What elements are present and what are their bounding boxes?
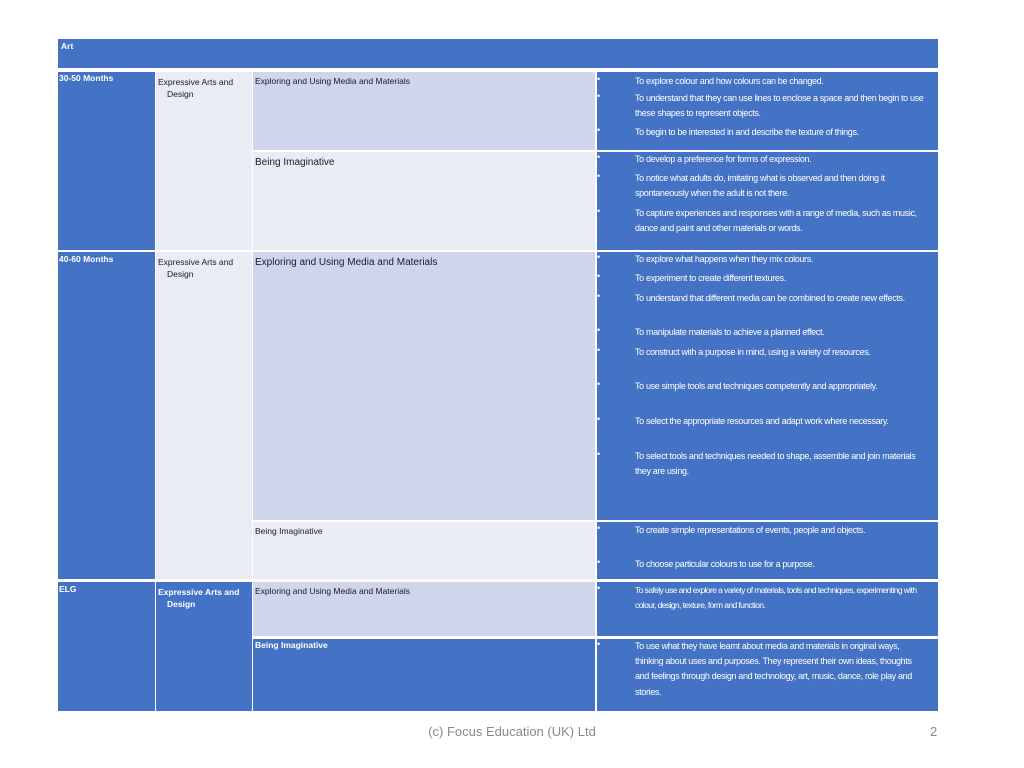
bullet-icon: • [597, 171, 600, 181]
age-label: 40-60 Months [59, 254, 114, 264]
bullet-icon: • [597, 252, 600, 262]
area-label-line1: Expressive Arts and [158, 257, 234, 267]
bullet-icon: • [597, 325, 600, 335]
row-divider [58, 579, 938, 582]
bullet-icon: • [597, 291, 600, 301]
age-cell-elg [58, 582, 155, 711]
aspect-label: Being Imaginative [255, 526, 323, 536]
aspect-cell [253, 152, 595, 250]
objectives-cell: • To explore colour and how colours can be changed. • To understand that they can use lines to enclose a space and then begin to use these shapes to represent objects. • To begin to be interested in and describe the texture of things. [597, 72, 938, 150]
bullet-icon: • [597, 345, 600, 355]
area-label-line2: Design [167, 599, 196, 609]
objectives-cell: • To develop a preference for forms of expression. • To notice what adults do, imitating what is observed and then doing it spontaneously when the adult is not there. • To capture experiences and responses with a range of media, such as music, dance and paint and other materials or words. [597, 152, 938, 250]
footer-copyright: (c) Focus Education (UK) Ltd [428, 724, 596, 739]
bullet-icon: • [597, 379, 600, 389]
bullet-icon: • [597, 414, 600, 424]
age-label: 30-50 Months [59, 73, 114, 83]
objectives-cell: • To use what they have learnt about media and materials in original ways, thinking about uses and purposes. They represent their own ideas, thoughts and feelings through design and technology, art, music, dance, role play and stories. [597, 639, 938, 711]
age-cell-30-50 [58, 72, 155, 250]
age-label: ELG [59, 584, 77, 594]
bullet-icon: • [597, 152, 600, 162]
subject-title: Art [61, 41, 74, 51]
bullet-icon: • [597, 583, 600, 593]
bullet-icon: • [597, 271, 600, 281]
aspect-cell [253, 72, 595, 150]
aspect-label: Exploring and Using Media and Materials [255, 257, 438, 268]
area-label-line1: Expressive Arts and [158, 77, 234, 87]
area-cell [156, 72, 252, 250]
area-label-line2: Design [167, 269, 194, 279]
aspect-label: Being Imaginative [255, 640, 328, 650]
bullet-icon: • [597, 206, 600, 216]
aspect-cell [253, 522, 595, 580]
area-label-line2: Design [167, 89, 194, 99]
bullet-icon: • [597, 91, 600, 101]
aspect-label: Being Imaginative [255, 157, 335, 168]
objectives-cell: • To explore what happens when they mix colours. • To experiment to create different textures. • To understand that different media can be combined to create new effects. • To manipulate materials to achieve a planned effect. • To construct with a purpose in mind, using a variety of resources. • To use simple tools and techniques competently and appropriately. • To select the appropriate resources and adapt work where necessary. • To select tools and techniques needed to shape, assemble and join materials they are using. [597, 252, 938, 520]
bullet-icon: • [597, 523, 600, 533]
table-header [58, 39, 938, 68]
bullet-icon: • [597, 557, 600, 567]
aspect-cell [253, 582, 595, 636]
aspect-label: Exploring and Using Media and Materials [255, 586, 410, 596]
page-number: 2 [930, 724, 938, 739]
area-cell [156, 252, 252, 580]
aspect-cell [253, 252, 595, 520]
objectives-cell: • To safely use and explore a variety of materials, tools and techniques, experimenting with colour, design, texture, form and function. [597, 582, 938, 636]
bullet-icon: • [597, 125, 600, 135]
bullet-icon: • [597, 74, 600, 84]
aspect-label: Exploring and Using Media and Materials [255, 76, 410, 86]
objectives-cell: • To create simple representations of events, people and objects. • To choose particular colours to use for a purpose. [597, 522, 938, 580]
age-cell-40-60 [58, 252, 155, 580]
area-cell [156, 582, 252, 711]
bullet-icon: • [597, 639, 600, 649]
aspect-cell [253, 639, 595, 711]
bullet-icon: • [597, 449, 600, 459]
area-label-line1: Expressive Arts and [158, 587, 240, 597]
